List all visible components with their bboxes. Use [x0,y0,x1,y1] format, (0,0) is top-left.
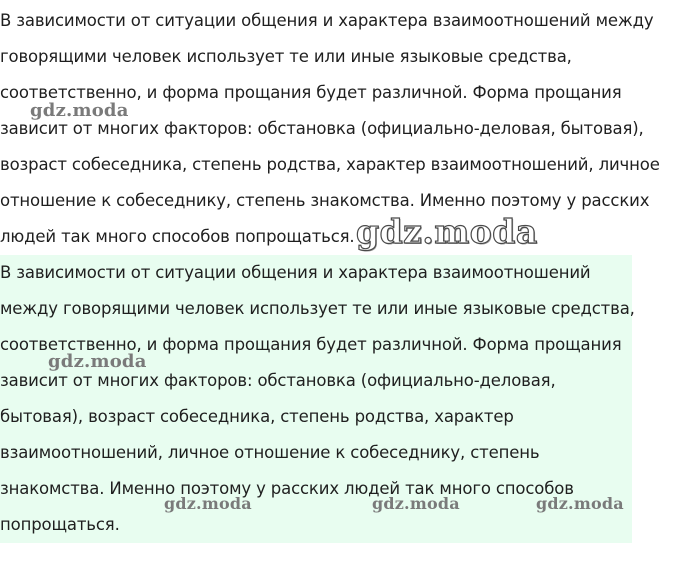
paragraph-line: В зависимости от ситуации общения и характера взаимоотношений между [0,11,654,30]
watermark: gdz.moda [372,494,460,513]
paragraph-line: отношение к собеседнику, степень знакомства. Именно поэтому у расских [0,191,650,210]
paragraph-line: знакомства. Именно поэтому у расских людей так много способов [0,479,574,498]
paragraph-line: возраст собеседника, степень родства, характер взаимоотношений, личное [0,155,660,174]
paragraph-line: зависит от многих факторов: обстановка (официально-деловая, [0,371,556,390]
paragraph-line: людей так много способов попрощаться. [0,227,355,246]
watermark: gdz.moda [48,351,147,372]
paragraph-line: взаимоотношений, личное отношение к собеседнику, степень [0,443,540,462]
paragraph-line: бытовая), возраст собеседника, степень родства, характер [0,407,514,426]
paragraph-line: соответственно, и форма прощания будет различной. Форма прощания [0,335,622,354]
paragraph-line: В зависимости от ситуации общения и характера взаимоотношений [0,263,591,282]
paragraph-line: попрощаться. [0,515,120,534]
paragraph-line: соответственно, и форма прощания будет различной. Форма прощания [0,83,622,102]
watermark: gdz.moda [164,494,252,513]
watermark-large: gdz.moda [356,212,538,251]
watermark: gdz.moda [30,100,129,121]
paragraph-original [0,3,660,255]
paragraph-line: говорящими человек использует те или иные языковые средства, [0,47,572,66]
paragraph-line: между говорящими человек использует те или иные языковые средства, [0,299,635,318]
watermark: gdz.moda [536,494,624,513]
paragraph-line: зависит от многих факторов: обстановка (официально-деловая, бытовая), [0,119,644,138]
